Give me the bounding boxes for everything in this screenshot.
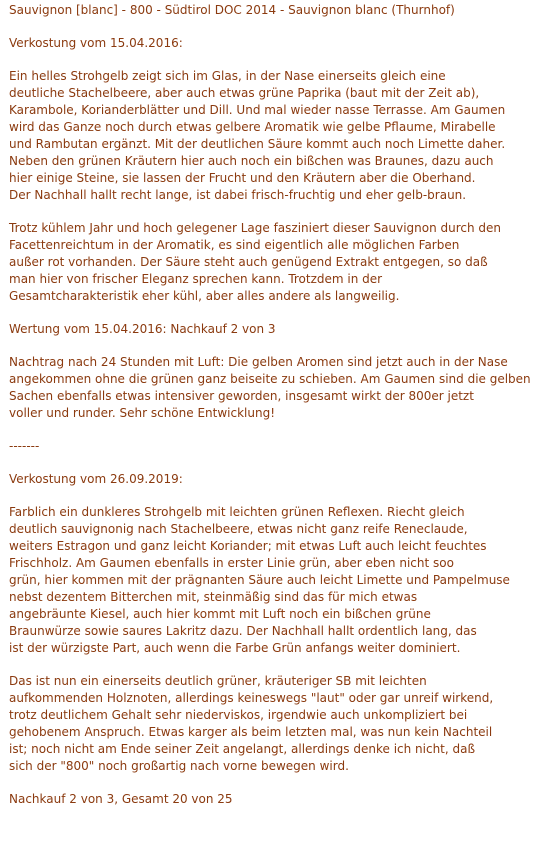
text-line: Sachen ebenfalls etwas intensiver geworden, insgesamt wirkt der 800er jetzt xyxy=(9,389,474,403)
text-line: wird das Ganze noch durch etwas gelbere Aromatik wie gelbe Pflaume, Mirabelle xyxy=(9,120,496,134)
text-line: angekommen ohne die grünen ganz beiseite zu schieben. Am Gaumen sind die gelben xyxy=(9,372,531,386)
tasting2-heading: Verkostung vom 26.09.2019: xyxy=(9,472,183,486)
tasting1-rating: Wertung vom 15.04.2016: Nachkauf 2 von 3 xyxy=(9,322,276,336)
text-line: außer rot vorhanden. Der Säure steht auch genügend Extrakt entgegen, so daß xyxy=(9,255,488,269)
text-line: Nachtrag nach 24 Stunden mit Luft: Die gelben Aromen sind jetzt auch in der Nase xyxy=(9,355,508,369)
tasting1-paragraph-1 xyxy=(9,68,525,204)
text-line: Der Nachhall hallt recht lange, ist dabei frisch-fruchtig und eher gelb-braun. xyxy=(9,188,467,202)
text-line: aufkommenden Holznoten, allerdings keineswegs "laut" oder gar unreif wirkend, xyxy=(9,691,494,705)
tasting1-heading: Verkostung vom 15.04.2016: xyxy=(9,36,183,50)
text-line: voller und runder. Sehr schöne Entwicklung! xyxy=(9,406,276,420)
tasting2-paragraph-2 xyxy=(9,673,525,775)
text-line: trotz deutlichem Gehalt sehr niederviskos, irgendwie auch unkompliziert bei xyxy=(9,708,468,722)
text-line: Farblich ein dunkleres Strohgelb mit leichten grünen Reflexen. Riecht gleich xyxy=(9,505,465,519)
text-line: weiters Estragon und ganz leicht Koriander; mit etwas Luft auch leicht feuchtes xyxy=(9,539,487,553)
text-line: ist der würzigste Part, auch wenn die Farbe Grün anfangs weiter dominiert. xyxy=(9,641,461,655)
wine-title: Sauvignon [blanc] - 800 - Südtirol DOC 2014 - Sauvignon blanc (Thurnhof) xyxy=(9,3,455,17)
text-line: angebräunte Kiesel, auch hier kommt mit Luft noch ein bißchen grüne xyxy=(9,607,431,621)
separator: ------- xyxy=(9,439,40,453)
tasting1-addendum xyxy=(9,354,531,422)
text-line: ist; noch nicht am Ende seiner Zeit angelangt, allerdings denke ich nicht, daß xyxy=(9,742,476,756)
text-line: Ein helles Strohgelb zeigt sich im Glas, in der Nase einerseits gleich eine xyxy=(9,69,446,83)
text-line: deutlich sauvignonig nach Stachelbeere, etwas nicht ganz reife Reneclaude, xyxy=(9,522,468,536)
text-line: Neben den grünen Kräutern hier auch noch ein bißchen was Braunes, dazu auch xyxy=(9,154,494,168)
text-line: Frischholz. Am Gaumen ebenfalls in erster Linie grün, aber eben nicht soo xyxy=(9,556,454,570)
text-line: Braunwürze sowie saures Lakritz dazu. Der Nachhall hallt ordentlich lang, das xyxy=(9,624,477,638)
text-line: und Rambutan ergänzt. Mit der deutlichen Säure kommt auch noch Limette daher. xyxy=(9,137,506,151)
text-line: hier einige Steine, sie lassen der Frucht und den Kräutern aber die Oberhand. xyxy=(9,171,476,185)
tasting2-rating: Nachkauf 2 von 3, Gesamt 20 von 25 xyxy=(9,792,233,806)
text-line: Gesamtcharakteristik eher kühl, aber alles andere als langweilig. xyxy=(9,289,400,303)
text-line: nebst dezentem Bitterchen mit, steinmäßig sind das für mich etwas xyxy=(9,590,418,604)
text-line: Facettenreichtum in der Aromatik, es sind eigentlich alle möglichen Farben xyxy=(9,238,460,252)
text-line: Das ist nun ein einerseits deutlich grüner, kräuteriger SB mit leichten xyxy=(9,674,427,688)
text-line: sich der "800" noch großartig nach vorne bewegen wird. xyxy=(9,759,349,773)
text-line: Karambole, Korianderblätter und Dill. Und mal wieder nasse Terrasse. Am Gaumen xyxy=(9,103,506,117)
text-line: man hier von frischer Eleganz sprechen kann. Trotzdem in der xyxy=(9,272,383,286)
tasting2-paragraph-1 xyxy=(9,504,525,657)
text-line: deutliche Stachelbeere, aber auch etwas grüne Paprika (baut mit der Zeit ab), xyxy=(9,86,480,100)
tasting1-paragraph-2 xyxy=(9,220,525,305)
text-line: Trotz kühlem Jahr und hoch gelegener Lage fasziniert dieser Sauvignon durch den xyxy=(9,221,502,235)
text-line: grün, hier kommen mit der prägnanten Säure auch leicht Limette und Pampelmuse xyxy=(9,573,510,587)
text-line: gehobenem Anspruch. Etwas karger als beim letzten mal, was nun kein Nachteil xyxy=(9,725,493,739)
